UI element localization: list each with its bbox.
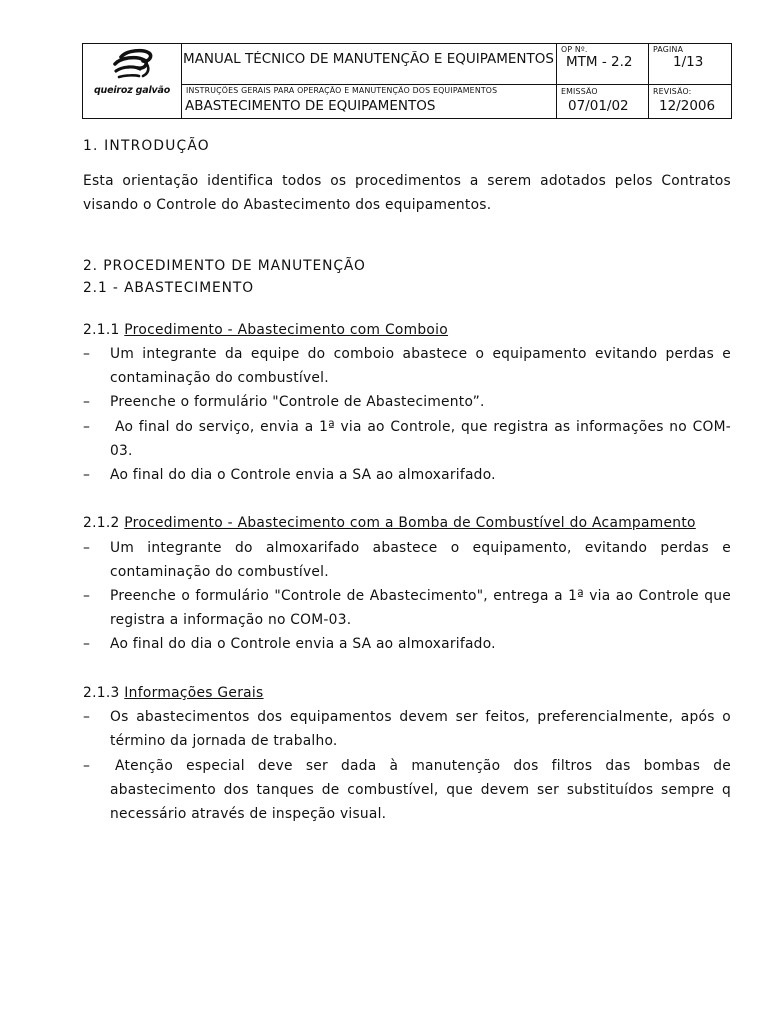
list-item [83,390,731,414]
section-heading-procedure: 2. PROCEDIMENTO DE MANUTENÇÃO [83,258,366,274]
revision-label: REVISÃO: [653,87,692,96]
divider [556,44,557,118]
dash-bullet: – [83,758,91,774]
list-item-text: Atenção especial deve ser dada à manutenção dos filtros das bombas de abastecimento dos tanques de combustível, que devem ser substituídos sempre q necessário através de inspeção visual. [110,758,731,822]
list-item-text: Preenche o formulário "Controle de Abastecimento”. [110,394,485,410]
emission-date: 07/01/02 [568,99,629,114]
divider [648,44,649,118]
dash-bullet: – [83,709,91,725]
list-item [83,342,731,390]
op-number-label: OP Nº. [561,45,588,54]
list-item [83,754,731,826]
op-number-value: MTM - 2.2 [566,55,633,70]
dash-bullet: – [83,346,91,362]
logo-text: queiroz galvão [93,85,171,96]
introduction-paragraph: Esta orientação identifica todos os procedimentos a serem adotados pelos Contratos visando o Controle do Abastecimento dos equipamentos. [83,173,731,213]
dash-bullet: – [83,467,91,483]
list-item [83,705,731,753]
dash-bullet: – [83,540,91,556]
list-item [83,415,731,463]
subsection-211-heading [83,322,448,338]
list-item [83,536,731,584]
document-title: ABASTECIMENTO DE EQUIPAMENTOS [185,99,436,114]
dash-bullet: – [83,394,91,410]
subsection-heading-fueling: 2.1 - ABASTECIMENTO [83,280,254,296]
list-item-text: Um integrante da equipe do comboio abastece o equipamento evitando perdas e contaminação do combustível. [110,346,731,386]
list-item [83,463,731,487]
subsection-number: 2.1.2 [83,515,120,531]
subsection-title: Procedimento - Abastecimento com a Bomba de Combustível do Acampamento [124,515,696,531]
document-subtitle: INSTRUÇÕES GERAIS PARA OPERAÇÃO E MANUTENÇÃO DOS EQUIPAMENTOS [186,86,498,95]
list-item-text: Os abastecimentos dos equipamentos devem ser feitos, preferencialmente, após o término da jornada de trabalho. [110,709,731,749]
list-item-text: Preenche o formulário "Controle de Abastecimento", entrega a 1ª via ao Controle que registra a informação no COM-03. [110,588,731,628]
company-logo [83,44,181,118]
dash-bullet: – [83,419,91,435]
subsection-212-heading [83,515,696,531]
list-item-text: Ao final do dia o Controle envia a SA ao almoxarifado. [110,467,496,483]
emission-label: EMISSÃO [561,87,598,96]
revision-date: 12/2006 [659,99,716,114]
list-item-text: Ao final do serviço, envia a 1ª via ao Controle, que registra as informações no COM-03. [110,419,731,459]
dash-bullet: – [83,636,91,652]
subsection-number: 2.1.3 [83,685,120,701]
dash-bullet: – [83,588,91,604]
subsection-number: 2.1.1 [83,322,120,338]
section-heading-introduction: 1. INTRODUÇÃO [83,138,210,154]
list-item [83,584,731,632]
subsection-213-heading [83,685,264,701]
page-label: PAGINA [653,45,684,54]
document-header [82,43,732,119]
divider [181,84,731,85]
subsection-title: Informações Gerais [124,685,264,701]
subsection-title: Procedimento - Abastecimento com Comboio [124,322,449,338]
wave-logo-icon [83,44,181,86]
page-number: 1/13 [673,55,704,70]
manual-title: MANUAL TÉCNICO DE MANUTENÇÃO E EQUIPAMENTOS [183,51,554,67]
list-item-text: Um integrante do almoxarifado abastece o equipamento, evitando perdas e contaminação do combustível. [110,540,731,580]
list-item-text: Ao final do dia o Controle envia a SA ao almoxarifado. [110,636,496,652]
list-item [83,632,731,656]
